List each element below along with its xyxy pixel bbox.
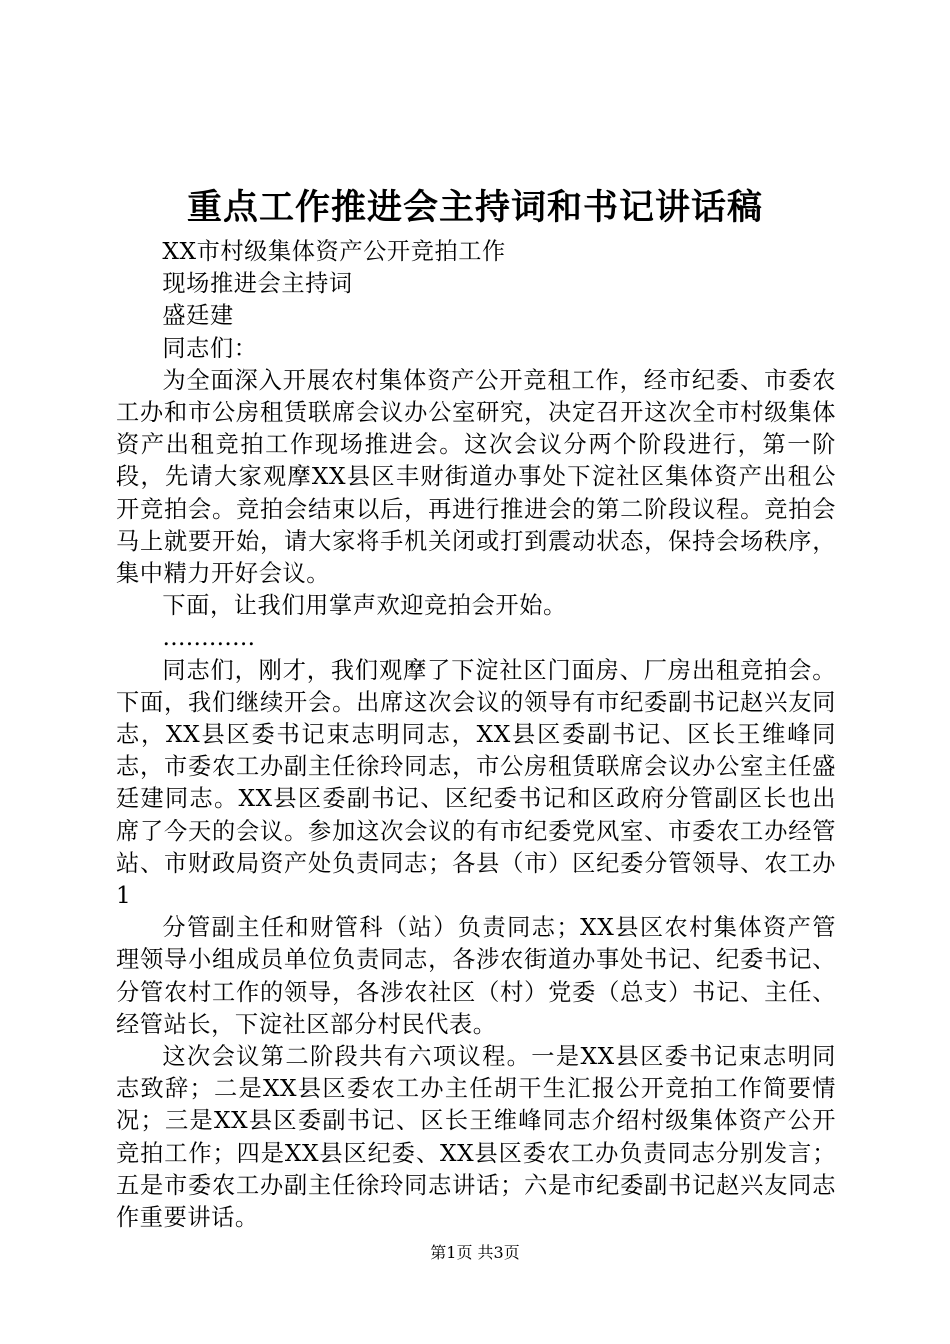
paragraph-author: 盛廷建: [162, 302, 234, 330]
paragraph-heading-line-1: XX市村级集体资产公开竞拍工作: [162, 238, 506, 265]
document-body: [116, 236, 836, 1234]
paragraph-body-3: 同志们，刚才，我们观摩了下淀社区门面房、厂房出租竞拍会。下面，我们继续开会。出席这次会议的领导有市纪委副书记赵兴友同志，XX县区委书记束志明同志，XX县区委副书记、区长王维峰同志，市委农工办副主任徐玲同志，市公房租赁联席会议办公室主任盛廷建同志。XX县区委副书记、区纪委书记和区政府分管副区长也出席了今天的会议。参加这次会议的有市纪委党风室、市委农工办经管站、市财政局资产处负责同志；各县（市）区纪委分管领导、农工办1: [116, 656, 836, 910]
paragraph-body-1: 为全面深入开展农村集体资产公开竞租工作，经市纪委、市委农工办和市公房租赁联席会议办公室研究，决定召开这次全市村级集体资产出租竞拍工作现场推进会。这次会议分两个阶段进行，第一阶段，先请大家观摩XX县区丰财街道办事处下淀社区集体资产出租公开竞拍会。竞拍会结束以后，再进行推进会的第二阶段议程。竞拍会马上就要开始，请大家将手机关闭或打到震动状态，保持会场秩序，集中精力开好会议。: [116, 366, 836, 588]
paragraph-salutation: 同志们：: [162, 334, 258, 362]
paragraph-body-5: 这次会议第二阶段共有六项议程。一是XX县区委书记束志明同志致辞；二是XX县区委农工办主任胡干生汇报公开竞拍工作简要情况；三是XX县区委副书记、区长王维峰同志介绍村级集体资产公开竞拍工作；四是XX县区纪委、XX县区委农工办负责同志分别发言；五是市委农工办副主任徐玲同志讲话；六是市纪委副书记赵兴友同志作重要讲话。: [116, 1043, 836, 1232]
paragraph-body-2: 下面，让我们用掌声欢迎竞拍会开始。: [162, 592, 567, 620]
paragraph-heading-line-2: 现场推进会主持词: [162, 270, 353, 298]
paragraph-ellipsis: …………: [162, 624, 256, 652]
document-title: 重点工作推进会主持词和书记讲话稿: [186, 188, 763, 228]
page-footer: 第1页 共3页: [430, 1243, 520, 1262]
paragraph-body-4: 分管副主任和财管科（站）负责同志；XX县区农村集体资产管理领导小组成员单位负责同志，各涉农街道办事处书记、纪委书记、分管农村工作的领导，各涉农社区（村）党委（总支）书记、主任、经管站长，下淀社区部分村民代表。: [116, 914, 836, 1038]
